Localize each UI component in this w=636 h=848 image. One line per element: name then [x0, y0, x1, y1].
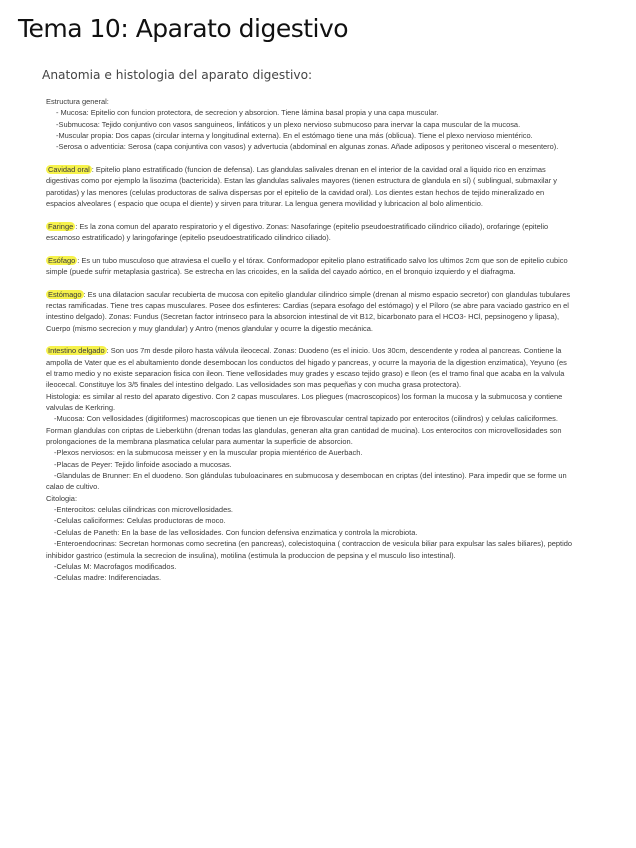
- estomago-text: : Es una dilatacion sacular recubierta de mucosa con epitelio glandular cilindrico simple (drenan al mismo espacio secretor) con glandulas tubulares rectas ramificadas. Tiene tres capas musculares. Posee dos esfinteres: Cardias (separa esofago del estómago) y el Píloro (se abre para vaciado gastrico en el intestino delgado). Zonas: Fundus (Secretan factor intrinseco para la absorcion intestinal de vit B12, bicarbonato para el HCO3- HCl, pepsinogeno y lipasa), Cuerpo (mismo secrecion y muy glandular) y Antro (menos glandular y ocurre la digestio mecánica.: [46, 289, 571, 333]
- page-title: Tema 10: Aparato digestivo: [18, 14, 349, 43]
- citologia-celulas-m: -Celulas M: Macrofagos modificados.: [54, 561, 177, 571]
- estomago-paragraph: [46, 289, 574, 334]
- estructura-mucosa: - Mucosa: Epitelio con funcion protectora, de secrecion y absorcion. Tiene lámina basal propia y una capa muscular.: [56, 108, 439, 118]
- citologia-heading: Citologia:: [46, 493, 78, 503]
- highlighted-term-intestino-delgado: Intestino delgado: [48, 346, 105, 356]
- citologia-enteroendocrinas: -Enteroendocrinas: Secretan hormonas como secretina (en pancreas), colecistoquina ( contraccion de vesicula biliar para expulsar las sales biliares), peptido inhibidor gastrico (estimula la secrecion de insulina), motilina (estimula la produccion de pepsina y el musculo liso intestinal).: [46, 539, 572, 560]
- highlighted-term-cavidad-oral: Cavidad oral: [48, 165, 90, 175]
- highlighted-term-faringe: Faringe: [48, 221, 74, 231]
- highlighted-term-estomago: Estómago: [48, 289, 82, 299]
- intestino-histologia: Histologia: es similar al resto del aparato digestivo. Con 2 capas musculares. Los pliegues (macroscopicos) los forman la mucosa y la submucosa y contiene valvulas de Kerkring.: [46, 391, 563, 413]
- intestino-placas-peyer: -Placas de Peyer: Tejido linfoide asociado a mucosas.: [54, 459, 232, 469]
- intestino-mucosa: -Mucosa: Con vellosidades (digitiformes) macroscopicas que tienen un eje fibrovascular central tapizado por enterocitos (cilindros) y celulas caliciformes. Forman glandulas con criptas de Lieberkühn (drenan todas las glandulas, generan alta gran cantidad de mucina). Los enterocitos con microvellosidades son prolongaciones de la membrana plasmatica celular para aumentar la superficie de absorcion.: [46, 414, 562, 447]
- notes-body: [46, 96, 574, 584]
- citologia-celulas-madre: -Celulas madre: Indiferenciadas.: [54, 573, 162, 583]
- esofago-text: : Es un tubo musculoso que atraviesa el cuello y el tórax. Conformadopor epitelio plano estratificado salvo los ultimos 2cm que son de epitelio cubico simple (puede sufrir metaplasia gastrica). Se estrecha en las cricoides, en la salida del cayado aórtico, en el bronquio izquierdo y el diafragma.: [46, 255, 568, 277]
- intestino-text: : Son uos 7m desde piloro hasta válvula ileocecal. Zonas: Duodeno (es el inicio. Uos 30cm, descendente y rodea al pancreas. Contiene la ampolla de Vater que es el abultamiento donde desembocan los conductos del higado y pancreas, y ocurre la mayoria de la digestion enzimatica), Yeyuno (es el tramo medio y no existe separacion fisica con ileon. Tiene vellosidades muy grades y escaso tejido graso) e Ileon (es el tramo final que acaba en la valvula ileocecal. Constituye los 3/5 finales del intestino delgado. Las vellosidades son mas pequeñas y con mucha grasa protectora).: [46, 346, 567, 390]
- estructura-submucosa: -Submucosa: Tejido conjuntivo con vasos sanguineos, linfáticos y un plexo nervioso submucoso para inervar la capa muscular de la mucosa.: [56, 119, 521, 129]
- intestino-paragraph: [46, 345, 574, 390]
- cavidad-oral-paragraph: [46, 164, 574, 209]
- section-subtitle: Anatomia e histologia del aparato digestivo:: [42, 68, 313, 82]
- intestino-brunner: -Glandulas de Brunner: En el duodeno. Son glándulas tubuloacinares en submucosa y desembocan en criptas (del intestino). Para impedir que se forme un calao de cultivo.: [46, 471, 567, 492]
- estructura-heading: Estructura general:: [46, 97, 109, 106]
- estructura-serosa: -Serosa o adventicia: Serosa (capa conjuntiva con vasos) y advertucia (abdominal en algunas zonas. Añade adiposos y peritoneo visceral o mesentero).: [56, 142, 559, 152]
- faringe-text: : Es la zona comun del aparato respiratorio y el digestivo. Zonas: Nasofaringe (epitelio pseudoestratificado cilindrico ciliado), orofaringe (epitelio escamoso estratificado) y laringofaringe (epitelio pseudoestratificado cilindrico ciliado).: [46, 221, 549, 243]
- highlighted-term-esofago: Esófago: [48, 255, 76, 265]
- esofago-paragraph: [46, 255, 574, 278]
- citologia-enterocitos: -Enterocitos: celulas cilindricas con microvellosidades.: [54, 505, 233, 515]
- faringe-paragraph: [46, 221, 574, 244]
- cavidad-oral-text: : Epitelio plano estratificado (funcion de defensa). Las glandulas salivales drenan en el interior de la cavidad oral a liquido rico en enzimas digestivas como por ejemplo la lisozima (bactericida). Estan las glandulas salivales mayores (tienen estructura de glandula en sí) ( sublingual, submaxilar y parotidas) y las menores (celulas productoras de saliva dispersas por el epitelio de la cavidad oral). Los dientes estan hechos de tejido mineralizado en espacios alveolares ( espacio que ocupa el diente) y sirven para triturar. La lengua genera movilidad y lubricacion al bolo alimenticio.: [46, 165, 557, 209]
- citologia-caliciformes: -Celulas caliciformes: Celulas productoras de moco.: [54, 516, 226, 526]
- citologia-paneth: -Celulas de Paneth: En la base de las vellosidades. Con funcion defensiva enzimatica y controla la microbiota.: [54, 527, 418, 537]
- estructura-muscular: -Muscular propia: Dos capas (circular interna y longitudinal externa). En el estómago tiene una más (oblicua). Tiene el plexo nervioso mientérico.: [56, 131, 533, 141]
- intestino-plexos: -Plexos nerviosos: en la submucosa meisser y en la muscular propia mientérico de Auerbach.: [54, 448, 363, 458]
